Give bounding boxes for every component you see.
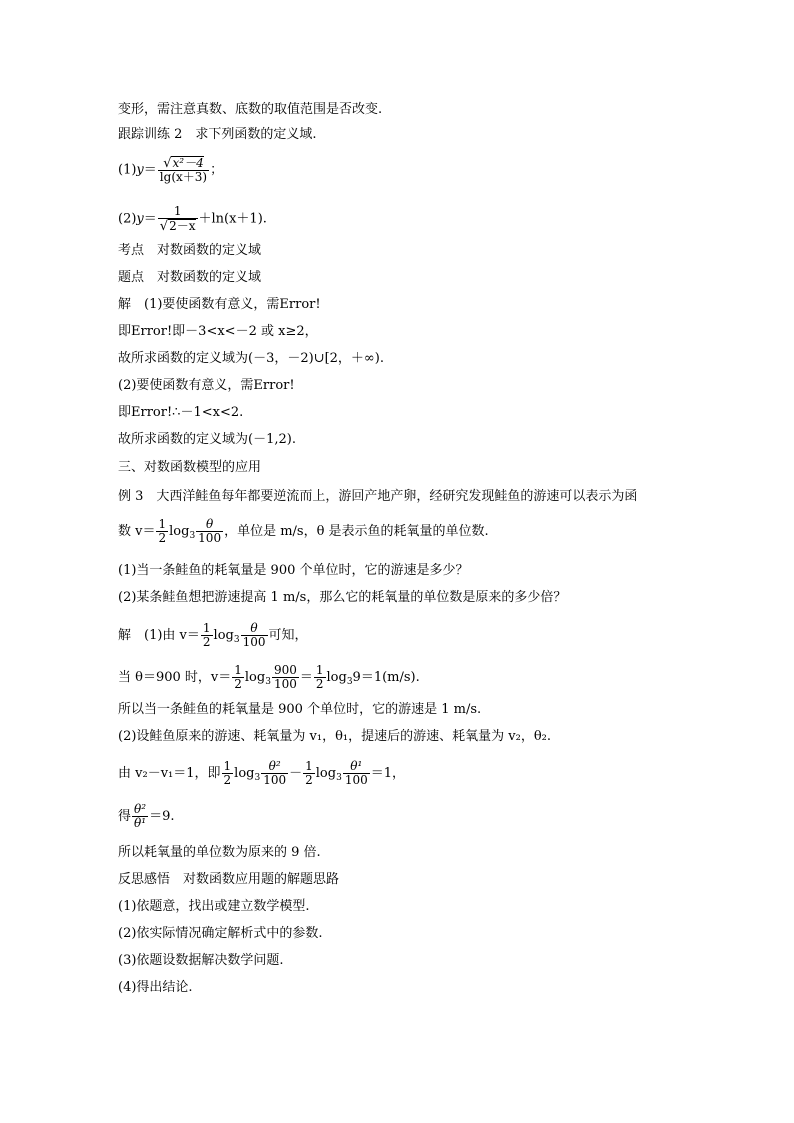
text-run: 9＝1(m/s). [352,670,420,685]
solution-formula-line [118,664,420,691]
reflection-step: (4)得出结论. [118,980,193,995]
reflection-heading: 反思感悟 对数函数应用题的解题思路 [118,872,340,887]
example-formula-line [118,518,489,545]
example-line: 例 3 大西洋鲑鱼每年都要逆流而上，游回产地产卵，经研究发现鲑鱼的游速可以表示为函 [118,489,638,504]
solution-formula-line [118,803,174,830]
numerator: 1 [305,759,313,773]
item-label: (2) [118,211,137,227]
text-run: ＝9. [149,809,175,824]
formula-line-1 [118,156,223,184]
numerator: 1 [234,663,242,677]
numerator: θ² [134,802,147,816]
numerator: θ² [261,760,288,774]
minus: － [289,766,303,781]
exercise-heading: 跟踪训练 2 求下列函数的定义域. [118,127,317,142]
var-y: y [136,211,144,227]
denominator: 100 [198,531,222,545]
log-text: log [315,766,337,781]
question-line: (1)当一条鲑鱼的耗氧量是 900 个单位时，它的游速是多少？ [118,563,469,578]
solution-line: (2)要使函数有意义，需Error! [118,378,295,393]
denominator: 100 [273,677,297,691]
solution-line: (2)设鲑鱼原来的游速、耗氧量为 v₁，θ₁，提速后的游速、耗氧量为 v₂，θ₂. [118,729,551,744]
text-run: ，单位是 m/s，θ 是表示鱼的耗氧量的单位数. [224,524,489,539]
radicand: 2－x [169,219,196,233]
text-run: 得 [118,809,132,824]
reflection-step: (2)依实际情况确定解析式中的参数. [118,926,323,941]
log-base: 3 [189,531,196,541]
numerator: 1 [158,205,198,219]
denominator: 2 [305,773,313,787]
denominator: 100 [344,773,368,787]
text-run: 数 v＝ [118,524,156,539]
numerator [158,156,209,171]
reflection-step: (1)依题意，找出或建立数学模型. [118,899,310,914]
log-text: log [213,628,234,643]
text-run: 解 (1)由 v＝ [118,628,200,643]
fraction [314,664,326,691]
log-text: log [244,670,266,685]
solution-line: 故所求函数的定义域为(－3，－2)∪[2，＋∞). [118,351,384,366]
numerator: 900 [273,663,297,677]
denominator: 100 [242,635,266,649]
fraction [132,803,148,830]
solution-line: 即Error!∴－1<x<2. [118,405,244,420]
text-run: ＝1， [370,766,405,781]
sqrt-sign: √ [159,219,169,234]
log-text: log [326,670,347,685]
log-base: 3 [336,773,342,783]
punct: ； [210,162,224,178]
numerator: θ¹ [343,760,370,774]
text-run: 可知， [268,628,308,643]
fraction [232,664,244,691]
denominator: lg(x＋3) [159,170,208,184]
fraction [158,156,209,184]
equals: ＝ [143,211,157,227]
text-line: 变形，需注意真数、底数的取值范围是否改变. [118,102,383,117]
solution-line: 故所求函数的定义域为(－1,2). [118,432,296,447]
solution-line: 即Error!即－3<x<－2 或 x≥2， [118,324,318,339]
denominator: 2 [234,677,242,691]
solution-line: 所以当一条鲑鱼的耗氧量是 900 个单位时，它的游速是 1 m/s. [118,702,482,717]
fraction [261,760,288,787]
sqrt-sign: √ [163,156,172,171]
formula-tail: ＋ln(x＋1). [198,211,267,227]
fraction [303,760,315,787]
log-text: log [234,766,255,781]
item-label: (1) [118,162,137,178]
log-base: 3 [346,677,353,687]
reflection-step: (3)依题设数据解决数学问题. [118,953,284,968]
log-base: 3 [233,635,240,645]
fraction [222,760,234,787]
equals: ＝ [299,670,313,685]
denominator: θ¹ [134,816,147,830]
log-base: 3 [254,773,261,783]
denominator: 2 [223,773,232,787]
solution-line: 所以耗氧量的单位数为原来的 9 倍. [118,845,321,860]
denominator: 2 [158,531,167,545]
numerator: 1 [315,663,324,677]
solution-line: 解 (1)要使函数有意义，需Error! [118,297,321,312]
radicand: x²－4 [172,156,204,170]
numerator: 1 [158,517,167,531]
fraction [156,518,168,545]
fraction [158,205,198,233]
fraction [343,760,370,787]
numerator: θ [196,518,223,532]
formula-line-2 [118,205,267,233]
fraction [241,622,268,649]
fraction [196,518,223,545]
denominator: 2 [202,635,211,649]
denominator [158,219,198,233]
log-text: log [169,524,190,539]
var-y: y [136,162,144,178]
solution-formula-line [118,622,308,649]
solution-formula-line [118,760,405,787]
topic-line: 考点 对数函数的定义域 [118,243,262,258]
topic-point-line: 题点 对数函数的定义域 [118,270,262,285]
question-line: (2)某条鲑鱼想把游速提高 1 m/s，那么它的耗氧量的单位数是原来的多少倍？ [118,590,567,605]
log-base: 3 [265,677,271,687]
text-run: 由 v₂－v₁＝1，即 [118,766,221,781]
denominator: 100 [263,773,287,787]
fraction [201,622,213,649]
section-heading: 三、对数函数模型的应用 [118,460,262,475]
fraction [272,664,299,691]
text-run: 当 θ＝900 时，v＝ [118,670,232,685]
denominator: 2 [315,677,324,691]
numerator: θ [241,622,268,636]
numerator: 1 [202,621,211,635]
numerator: 1 [223,759,232,773]
equals: ＝ [143,162,157,178]
